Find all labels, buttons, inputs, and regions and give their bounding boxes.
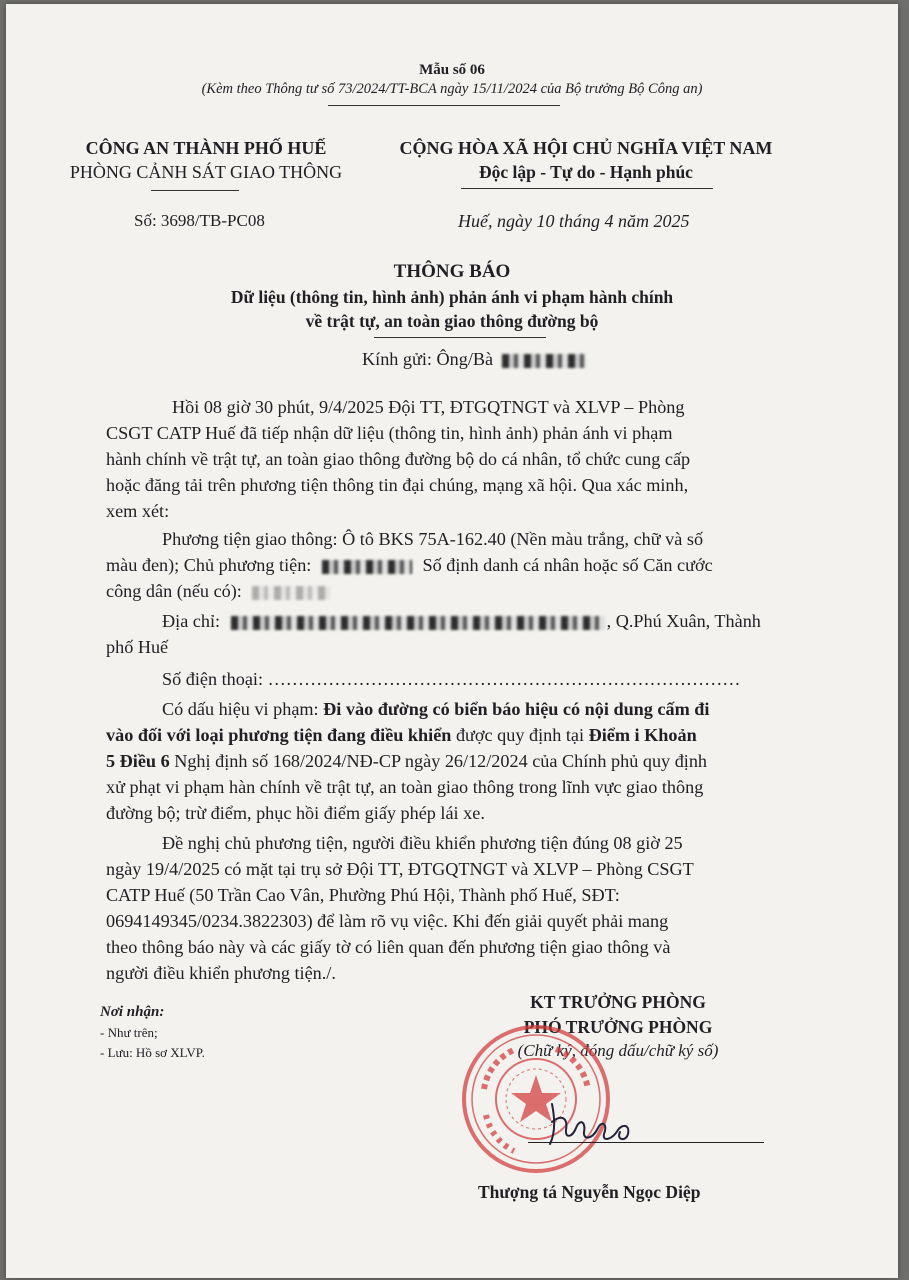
violation-ref: 5 Điều 6 bbox=[106, 751, 170, 771]
intro-line: xem xét: bbox=[106, 501, 170, 521]
violation-ref-label: được quy định tại bbox=[451, 725, 589, 745]
signer-name: Thượng tá Nguyễn Ngọc Diệp bbox=[478, 1182, 701, 1202]
document-subtitle-line1: Dữ liệu (thông tin, hình ảnh) phản ánh vi phạm hành chính bbox=[230, 287, 674, 307]
violation-line: đường bộ; trừ điểm, phục hồi điểm giấy phép lái xe. bbox=[106, 803, 485, 823]
signature-note: (Chữ ký, đóng dấu/chữ ký số) bbox=[517, 1041, 719, 1060]
id-number-label-tail: công dân (nếu có): bbox=[106, 581, 242, 601]
address-line bbox=[162, 608, 761, 634]
form-attachment-note: (Kèm theo Thông tư số 73/2024/TT-BCA ngày 15/11/2024 của Bộ trưởng Bộ Công an) bbox=[201, 81, 703, 97]
phone-line: Số điện thoại: …………………………………………………………………… bbox=[162, 669, 741, 689]
violation-line bbox=[162, 696, 709, 722]
violation-label: Có dấu hiệu vi phạm: bbox=[162, 699, 324, 719]
agency-name: PHÒNG CẢNH SÁT GIAO THÔNG bbox=[69, 162, 343, 182]
id-number-line bbox=[106, 578, 330, 604]
address-line2: phố Huế bbox=[106, 637, 169, 657]
redacted-id bbox=[252, 586, 330, 600]
violation-line bbox=[106, 748, 707, 774]
request-line: người điều khiển phương tiện./. bbox=[106, 963, 336, 983]
redacted-address bbox=[231, 616, 605, 630]
document-page bbox=[6, 4, 898, 1278]
document-subtitle-line2: về trật tự, an toàn giao thông đường bộ bbox=[305, 311, 599, 331]
document-title: THÔNG BÁO bbox=[393, 261, 511, 282]
violation-text: vào đối với loại phương tiện đang điều khiển bbox=[106, 725, 452, 745]
address-label: Địa chỉ: bbox=[162, 611, 221, 631]
redacted-owner bbox=[322, 560, 412, 574]
request-line: theo thông báo này và các giấy tờ có liên quan đến phương tiện giao thông và bbox=[106, 937, 671, 957]
vehicle-owner-label: màu đen); Chủ phương tiện: bbox=[106, 555, 312, 575]
violation-ref: Điểm i Khoản bbox=[588, 725, 697, 745]
vehicle-owner-line bbox=[106, 552, 713, 578]
address-tail: , Q.Phú Xuân, Thành bbox=[606, 611, 761, 631]
national-motto: Độc lập - Tự do - Hạnh phúc bbox=[479, 162, 693, 182]
request-line: ngày 19/4/2025 có mặt tại trụ sở Đội TT, ĐTGQTNGT và XLVP – Phòng CSGT bbox=[106, 859, 694, 879]
request-line: CATP Huế (50 Trần Cao Vân, Phường Phú Hội, Thành phố Huế, SĐT: bbox=[106, 885, 620, 905]
divider bbox=[151, 190, 239, 191]
signature-subtitle: PHÓ TRƯỞNG PHÒNG bbox=[523, 1017, 713, 1037]
place-date: Huế, ngày 10 tháng 4 năm 2025 bbox=[458, 211, 690, 231]
document-number: Số: 3698/TB-PC08 bbox=[134, 211, 265, 230]
intro-line: hành chính về trật tự, an toàn giao thông đường bộ do cá nhân, tổ chức cung cấp bbox=[106, 449, 691, 469]
intro-line: hoặc đăng tải trên phương tiện thông tin đại chúng, mạng xã hội. Qua xác minh, bbox=[106, 475, 689, 495]
divider bbox=[374, 337, 546, 338]
violation-line bbox=[106, 722, 697, 748]
redacted-name bbox=[502, 354, 586, 368]
intro-line: CSGT CATP Huế đã tiếp nhận dữ liệu (thông tin, hình ảnh) phản ánh vi phạm bbox=[106, 423, 673, 443]
violation-decree: Nghị định số 168/2024/NĐ-CP ngày 26/12/2024 của Chính phủ quy định bbox=[169, 751, 708, 771]
vehicle-line: Phương tiện giao thông: Ô tô BKS 75A-162.40 (Nền màu trắng, chữ và số bbox=[162, 529, 704, 549]
signature-line bbox=[528, 1142, 764, 1143]
intro-line: Hồi 08 giờ 30 phút, 9/4/2025 Đội TT, ĐTGQTNGT và XLVP – Phòng bbox=[172, 397, 685, 417]
recipient-label: Kính gửi: Ông/Bà bbox=[362, 349, 494, 369]
divider bbox=[328, 105, 560, 106]
form-number: Mẫu số 06 bbox=[419, 62, 485, 78]
signature-title: KT TRƯỞNG PHÒNG bbox=[530, 992, 706, 1012]
recipients-item: - Như trên; bbox=[100, 1025, 158, 1040]
request-line: 0694149345/0234.3822303) để làm rõ vụ việc. Khi đến giải quyết phải mang bbox=[106, 911, 669, 931]
violation-text: Đi vào đường có biển báo hiệu có nội dung cấm đi bbox=[323, 699, 710, 719]
recipient-line bbox=[362, 346, 586, 372]
recipients-title: Nơi nhận: bbox=[100, 1004, 165, 1020]
country-name: CỘNG HÒA XÃ HỘI CHỦ NGHĨA VIỆT NAM bbox=[399, 138, 773, 158]
request-line: Đề nghị chủ phương tiện, người điều khiển phương tiện đúng 08 giờ 25 bbox=[162, 833, 683, 853]
recipients-item: - Lưu: Hồ sơ XLVP. bbox=[100, 1045, 205, 1060]
id-number-label: Số định danh cá nhân hoặc số Căn cước bbox=[422, 555, 713, 575]
divider bbox=[461, 188, 713, 189]
violation-line: xử phạt vi phạm hàn chính về trật tự, an toàn giao thông trong lĩnh vực giao thông bbox=[106, 777, 704, 797]
agency-parent: CÔNG AN THÀNH PHỐ HUẾ bbox=[85, 138, 327, 158]
